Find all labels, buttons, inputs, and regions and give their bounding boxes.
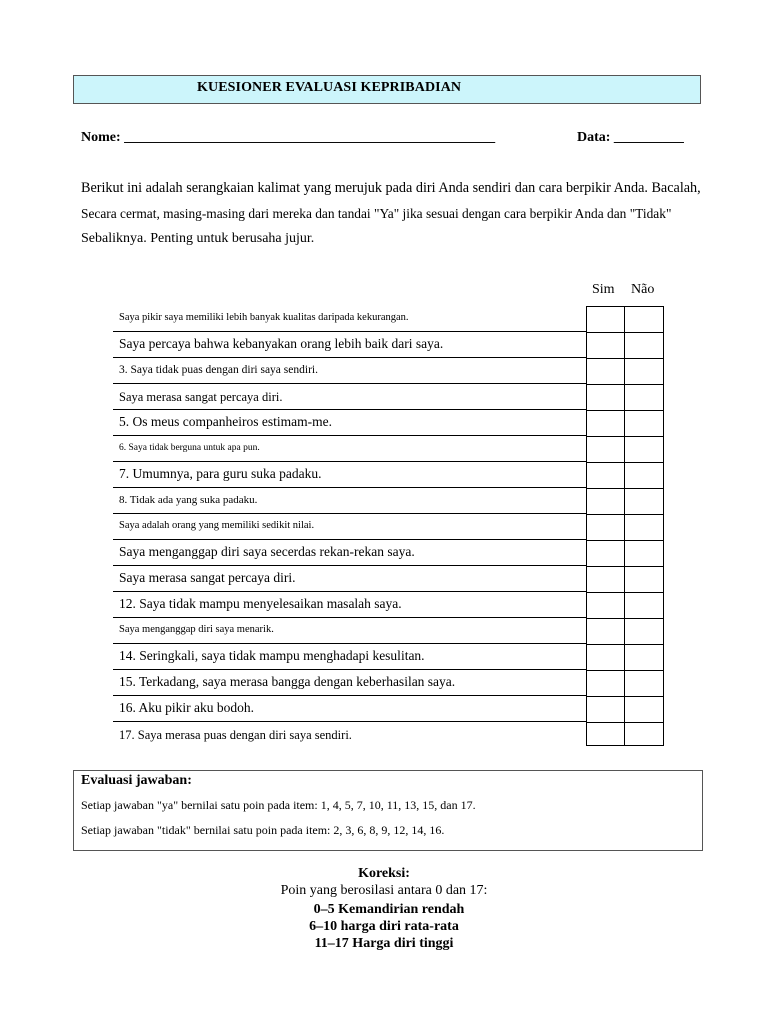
question-row <box>113 436 586 462</box>
answer-cell-nao[interactable] <box>625 463 662 488</box>
answer-cell-nao[interactable] <box>625 333 662 358</box>
answer-cell-sim[interactable] <box>587 645 624 670</box>
question-row <box>113 644 586 670</box>
answer-cell-nao[interactable] <box>625 723 662 748</box>
answer-cell-nao[interactable] <box>625 671 662 696</box>
page-title: KUESIONER EVALUASI KEPRIBADIAN <box>197 80 462 95</box>
answer-cell-nao[interactable] <box>625 645 662 670</box>
evaluation-yes-rule: Setiap jawaban "ya" bernilai satu poin pada item: 1, 4, 5, 7, 10, 11, 13, 15, dan 17. <box>81 798 476 812</box>
question-row <box>113 332 586 358</box>
answer-cell-nao[interactable] <box>625 567 662 592</box>
question-text: 5. Os meus companheiros estimam-me. <box>119 414 332 429</box>
question-text: 14. Seringkali, saya tidak mampu menghadapi kesulitan. <box>119 648 425 663</box>
answer-cell-sim[interactable] <box>587 671 624 696</box>
answer-cell-sim[interactable] <box>587 723 624 748</box>
question-row <box>113 514 586 540</box>
intro-line-1: Berikut ini adalah serangkaian kalimat yang merujuk pada diri Anda sendiri dan cara berpikir Anda. Bacalah, <box>81 180 701 196</box>
answer-cell-nao[interactable] <box>625 541 662 566</box>
question-row <box>113 566 586 592</box>
intro-line-2: Secara cermat, masing-masing dari mereka dan tandai "Ya" jika sesuai dengan cara berpikir Anda dan "Tidak" <box>81 206 672 221</box>
question-text: 15. Terkadang, saya merasa bangga dengan keberhasilan saya. <box>119 674 456 689</box>
question-text: Saya adalah orang yang memiliki sedikit nilai. <box>119 520 315 531</box>
date-field[interactable]: Data: __________ <box>577 130 684 145</box>
correction-level-high: 11–17 Harga diri tinggi <box>314 936 454 951</box>
answer-cell-nao[interactable] <box>625 385 662 410</box>
answer-cell-nao[interactable] <box>625 359 662 384</box>
evaluation-heading: Evaluasi jawaban: <box>81 773 192 788</box>
question-text: 7. Umumnya, para guru suka padaku. <box>119 466 322 481</box>
answer-cell-sim[interactable] <box>587 437 624 462</box>
column-header-nao: Não <box>631 282 655 297</box>
question-row <box>113 384 586 410</box>
answer-cell-sim[interactable] <box>587 489 624 514</box>
answer-cell-sim[interactable] <box>587 593 624 618</box>
question-text: 12. Saya tidak mampu menyelesaikan masalah saya. <box>119 596 402 611</box>
answer-cell-nao[interactable] <box>625 697 662 722</box>
question-row <box>113 462 586 488</box>
question-text: 8. Tidak ada yang suka padaku. <box>119 494 258 506</box>
title-box <box>73 75 701 104</box>
answer-cell-sim[interactable] <box>587 619 624 644</box>
question-row <box>113 306 586 332</box>
answer-cell-sim[interactable] <box>587 567 624 592</box>
answer-cell-nao[interactable] <box>625 307 662 332</box>
question-text: Saya merasa sangat percaya diri. <box>119 570 296 585</box>
question-row <box>113 722 586 748</box>
name-field[interactable]: Nome: _____________________________________________________ <box>81 130 496 145</box>
answer-cell-sim[interactable] <box>587 307 624 332</box>
question-row <box>113 696 586 722</box>
question-text: Saya merasa sangat percaya diri. <box>119 390 283 404</box>
answer-cell-sim[interactable] <box>587 411 624 436</box>
question-row <box>113 410 586 436</box>
answer-cell-sim[interactable] <box>587 541 624 566</box>
answer-cell-sim[interactable] <box>587 463 624 488</box>
question-row <box>113 540 586 566</box>
correction-heading: Koreksi: <box>358 866 410 881</box>
column-header-sim: Sim <box>592 282 615 297</box>
answer-cell-sim[interactable] <box>587 385 624 410</box>
answer-cell-nao[interactable] <box>625 411 662 436</box>
question-text: 17. Saya merasa puas dengan diri saya sendiri. <box>119 728 352 742</box>
answer-cell-sim[interactable] <box>587 333 624 358</box>
question-text: Saya menganggap diri saya menarik. <box>119 624 274 635</box>
answer-cell-sim[interactable] <box>587 359 624 384</box>
question-text: 16. Aku pikir aku bodoh. <box>119 700 254 715</box>
question-text: Saya percaya bahwa kebanyakan orang lebih baik dari saya. <box>119 336 444 351</box>
evaluation-no-rule: Setiap jawaban "tidak" bernilai satu poin pada item: 2, 3, 6, 8, 9, 12, 14, 16. <box>81 823 445 837</box>
answer-cell-nao[interactable] <box>625 619 662 644</box>
answer-cell-nao[interactable] <box>625 489 662 514</box>
correction-range: Poin yang berosilasi antara 0 dan 17: <box>280 883 488 898</box>
answer-cell-sim[interactable] <box>587 515 624 540</box>
answer-cell-nao[interactable] <box>625 593 662 618</box>
question-row <box>113 670 586 696</box>
answer-grid <box>586 306 664 746</box>
question-row <box>113 488 586 514</box>
answer-cell-nao[interactable] <box>625 437 662 462</box>
answer-cell-sim[interactable] <box>587 697 624 722</box>
question-text: Saya menganggap diri saya secerdas rekan-rekan saya. <box>119 544 415 559</box>
question-text: 3. Saya tidak puas dengan diri saya sendiri. <box>119 364 318 376</box>
question-text: Saya pikir saya memiliki lebih banyak kualitas daripada kekurangan. <box>119 312 409 323</box>
evaluation-box <box>73 770 703 851</box>
correction-level-low: 0–5 Kemandirian rendah <box>313 902 465 917</box>
intro-line-3: Sebaliknya. Penting untuk berusaha jujur. <box>81 231 315 246</box>
question-row <box>113 618 586 644</box>
question-row <box>113 592 586 618</box>
answer-cell-nao[interactable] <box>625 515 662 540</box>
question-text: 6. Saya tidak berguna untuk apa pun. <box>119 443 260 453</box>
question-row <box>113 358 586 384</box>
correction-level-mid: 6–10 harga diri rata-rata <box>309 919 459 934</box>
